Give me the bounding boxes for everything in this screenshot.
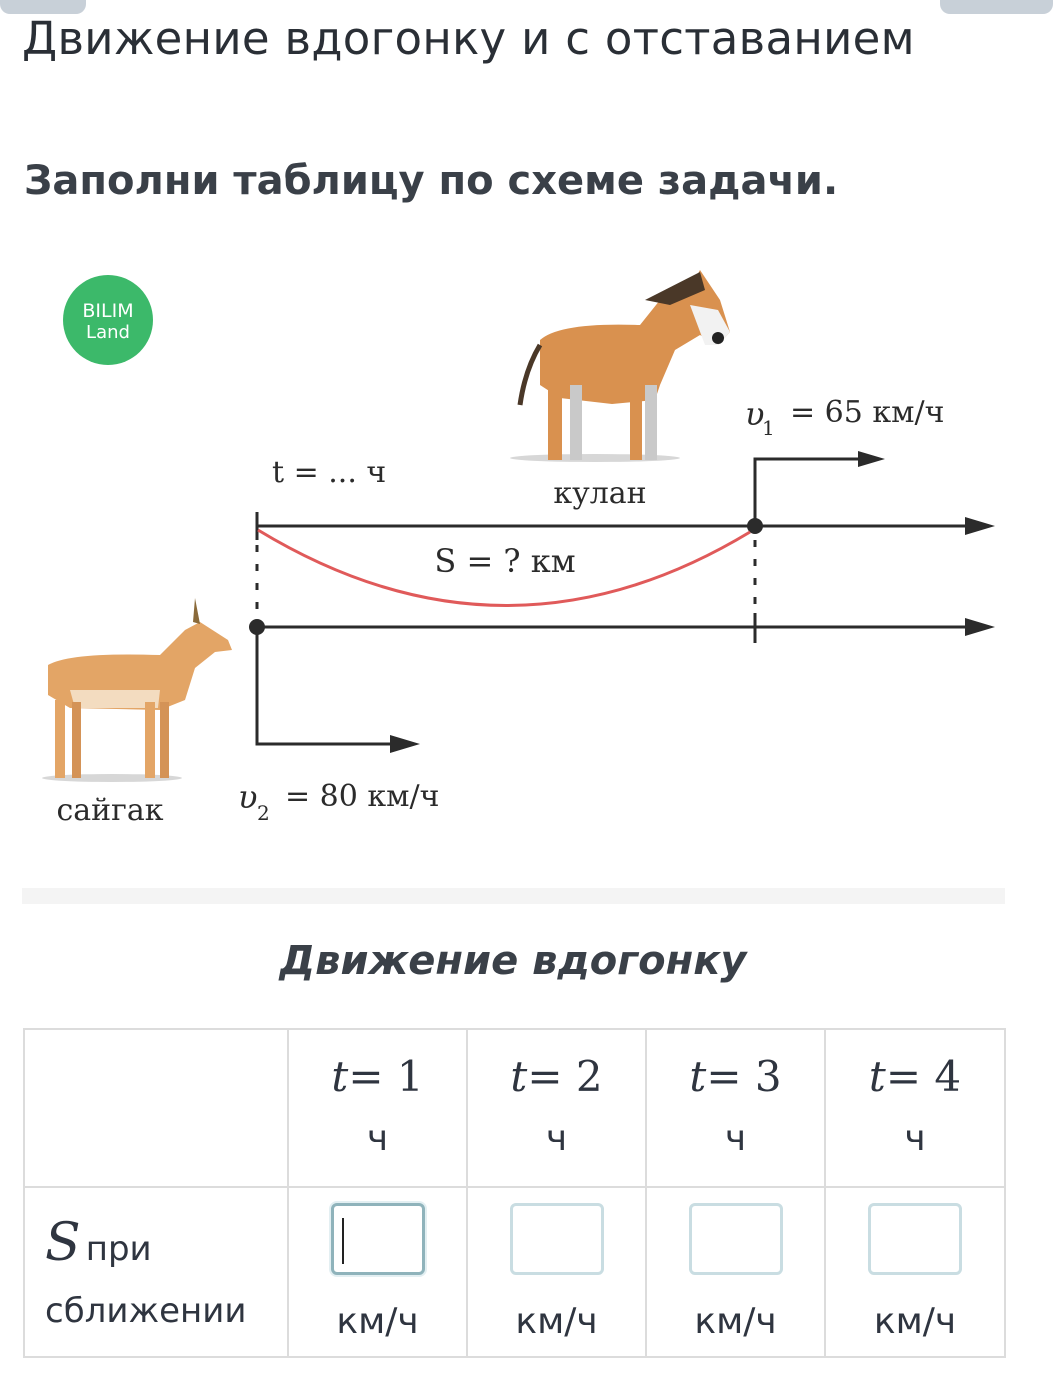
row-label-word2: сближении xyxy=(45,1291,247,1331)
saigak-velocity-arrow xyxy=(257,627,395,744)
header-cell-t3: t= 3 ч xyxy=(646,1029,825,1187)
top-right-tab xyxy=(940,0,1053,14)
header-cell-t2: t= 2 ч xyxy=(467,1029,646,1187)
text-caret xyxy=(342,1218,344,1264)
v2-subscript: 2 xyxy=(257,801,270,825)
answer-input-2[interactable] xyxy=(510,1203,604,1275)
kulan-illustration xyxy=(510,270,730,462)
table-row xyxy=(24,1187,1005,1357)
table-header-row xyxy=(24,1029,1005,1187)
table-title: Движение вдогонку xyxy=(279,938,747,984)
kulan-velocity-arrow xyxy=(755,459,880,522)
answer-cell-1 xyxy=(288,1187,467,1357)
v1-symbol: υ xyxy=(745,395,765,433)
header-cell-t1: t= 1 ч xyxy=(288,1029,467,1187)
saigak-illustration xyxy=(42,598,232,782)
header-cell-t4: t= 4 ч xyxy=(825,1029,1005,1187)
answer-unit-2: км/ч xyxy=(515,1300,598,1342)
answer-cell-3 xyxy=(646,1187,825,1357)
bilimland-logo xyxy=(63,275,153,365)
answer-unit-4: км/ч xyxy=(873,1300,957,1342)
answer-cell-4 xyxy=(825,1187,1005,1357)
header-empty-cell xyxy=(24,1029,288,1187)
row-label-symbol: S xyxy=(45,1213,81,1273)
v2-symbol: υ xyxy=(238,778,258,816)
v1-value: = 65 км/ч xyxy=(790,395,945,430)
answer-input-3[interactable] xyxy=(689,1203,783,1275)
v2-value: = 80 км/ч xyxy=(285,779,440,814)
v1-subscript: 1 xyxy=(762,416,775,440)
row-label-cell xyxy=(24,1187,288,1357)
svg-text:Land: Land xyxy=(86,322,130,343)
section-divider xyxy=(22,888,1005,904)
answer-unit-3: км/ч xyxy=(694,1300,777,1342)
kulan-label: кулан xyxy=(553,476,647,511)
row-label-word1: при xyxy=(85,1229,152,1269)
saigak-label: сайгак xyxy=(56,793,164,828)
answer-cell-2 xyxy=(467,1187,646,1357)
page-title: Движение вдогонку и с отставанием xyxy=(22,12,915,65)
task-instruction: Заполни таблицу по схеме задачи. xyxy=(24,158,839,204)
answer-table xyxy=(23,1028,1006,1358)
answer-unit-1: км/ч xyxy=(336,1300,419,1342)
task-scheme xyxy=(0,250,1053,850)
answer-input-1[interactable] xyxy=(331,1203,425,1275)
answer-input-4[interactable] xyxy=(868,1203,962,1275)
time-label: t = ... ч xyxy=(272,455,387,490)
svg-text:BILIM: BILIM xyxy=(82,300,134,322)
distance-label: S = ? км xyxy=(434,542,576,580)
